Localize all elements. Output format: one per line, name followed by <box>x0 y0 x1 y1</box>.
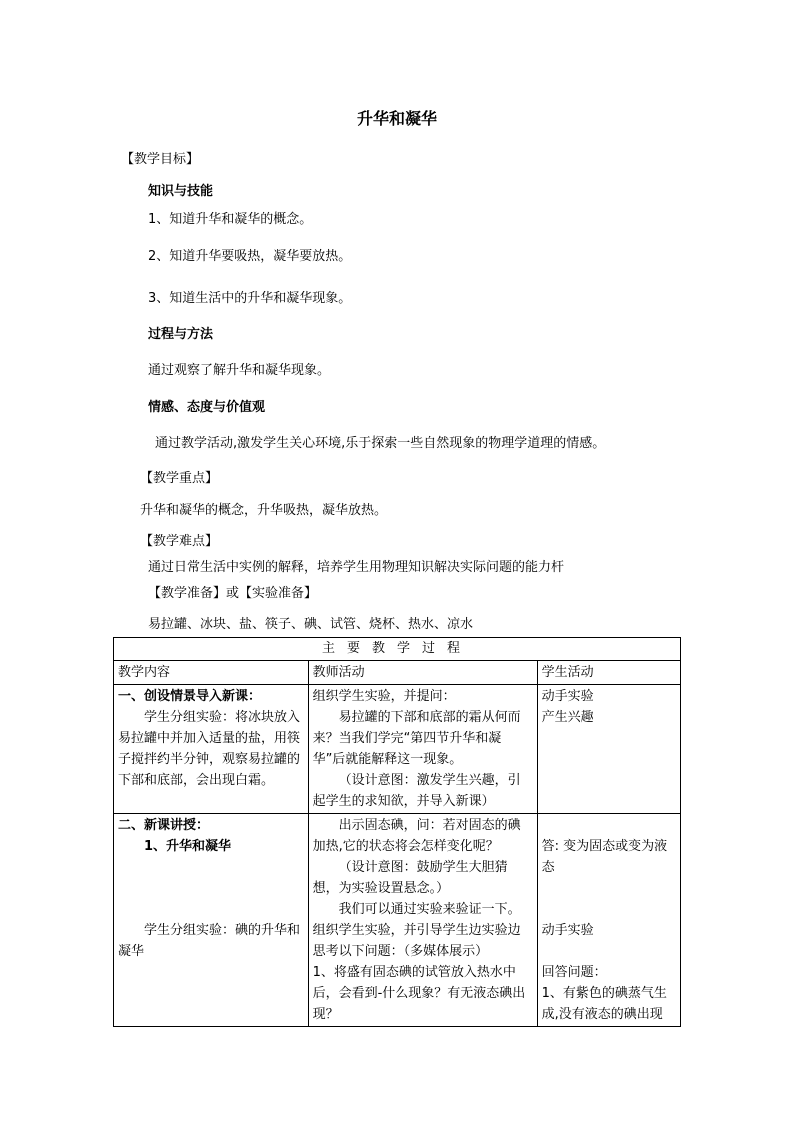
table-row <box>114 685 681 814</box>
process-heading: 过程与方法 <box>148 327 214 342</box>
knowledge-heading: 知识与技能 <box>148 184 214 199</box>
teaching-process-table <box>113 637 681 1027</box>
row1-teacher-line1: 组织学生实验，并提问： <box>312 689 456 704</box>
col-header-student: 学生活动 <box>537 661 680 685</box>
row1-content-text: 学生分组实验：将冰块放入易拉罐中并加入适量的盐，用筷子搅拌约半分钟，观察易拉罐的下部和底部，会出现白霜。 <box>118 710 301 788</box>
row2-student-action: 动手实验 <box>541 923 594 938</box>
knowledge-item-2: 2、知道升华要吸热，凝华要放热。 <box>148 249 352 264</box>
row1-student-line2: 产生兴趣 <box>541 710 594 725</box>
row2-content-sub: 1、升华和凝华 <box>144 839 232 854</box>
row1-student-line1: 动手实验 <box>541 689 594 704</box>
key-points-text: 升华和凝华的概念，升华吸热，凝华放热。 <box>140 503 388 518</box>
difficulties-text: 通过日常生活中实例的解释，培养学生用物理知识解决实际问题的能力杆 <box>148 560 565 575</box>
row2-teacher-line4: 组织学生实验，并引导学生边实验边思考以下问题：（多媒体展示） <box>312 923 521 959</box>
preparation-heading: 【教学准备】或【实验准备】 <box>148 586 318 601</box>
col-header-teacher: 教师活动 <box>308 661 537 685</box>
table-row <box>114 814 681 1027</box>
row2-teacher-line1: 出示固态碘，问：若对固态的碘加热,它的状态将会怎样变化呢？ <box>312 818 521 854</box>
row1-student <box>537 685 680 814</box>
row1-teacher-line3: （设计意图：激发学生兴趣，引起学生的求知欲，并导入新课） <box>312 773 521 809</box>
row2-teacher-line3: 我们可以通过实验来验证一下。 <box>338 902 521 917</box>
col-header-content: 教学内容 <box>114 661 309 685</box>
row2-content <box>114 814 309 1027</box>
row1-teacher-line2: 易拉罐的下部和底部的霜从何而来？当我们学完“第四节升华和凝华”后就能解释这一现象。 <box>312 710 521 767</box>
row2-student-answer: 答: 变为固态或变为液态 <box>541 839 668 875</box>
difficulties-heading: 【教学难点】 <box>140 534 219 549</box>
row1-teacher <box>308 685 537 814</box>
row1-content <box>114 685 309 814</box>
process-text: 通过观察了解升华和凝华现象。 <box>148 363 331 378</box>
emotion-heading: 情感、态度与价值观 <box>148 400 266 415</box>
knowledge-item-3: 3、知道生活中的升华和凝华现象。 <box>148 291 352 306</box>
row2-teacher-line2: （设计意图：鼓励学生大胆猜想，为实验设置悬念。） <box>312 860 508 896</box>
row2-teacher-line5: 1、将盛有固态碘的试管放入热水中后，会看到-什么现象？有无液态碘出现？ <box>312 965 526 1022</box>
row2-student-q1: 1、有紫色的碘蒸气生成,没有液态的碘出现 <box>541 986 667 1022</box>
preparation-text: 易拉罐、冰块、盐、筷子、碘、试管、烧杯、热水、凉水 <box>148 617 474 632</box>
row2-student <box>537 814 680 1027</box>
row2-teacher <box>308 814 537 1027</box>
objectives-heading: 【教学目标】 <box>121 152 200 167</box>
row2-content-title: 二、新课讲授： <box>118 818 210 833</box>
knowledge-item-1: 1、知道升华和凝华的概念。 <box>148 212 313 227</box>
row2-student-q: 回答问题： <box>541 965 607 980</box>
emotion-text: 通过教学活动,激发学生关心环境,乐于探索一些自然现象的物理学道理的情感。 <box>155 436 606 451</box>
table-header: 主要教学过程 <box>114 638 681 661</box>
row1-content-title: 一、创设情景导入新课： <box>118 689 262 704</box>
key-points-heading: 【教学重点】 <box>140 471 219 486</box>
page-title: 升华和凝华 <box>356 109 437 128</box>
row2-content-text: 学生分组实验：碘的升华和凝华 <box>118 923 301 959</box>
